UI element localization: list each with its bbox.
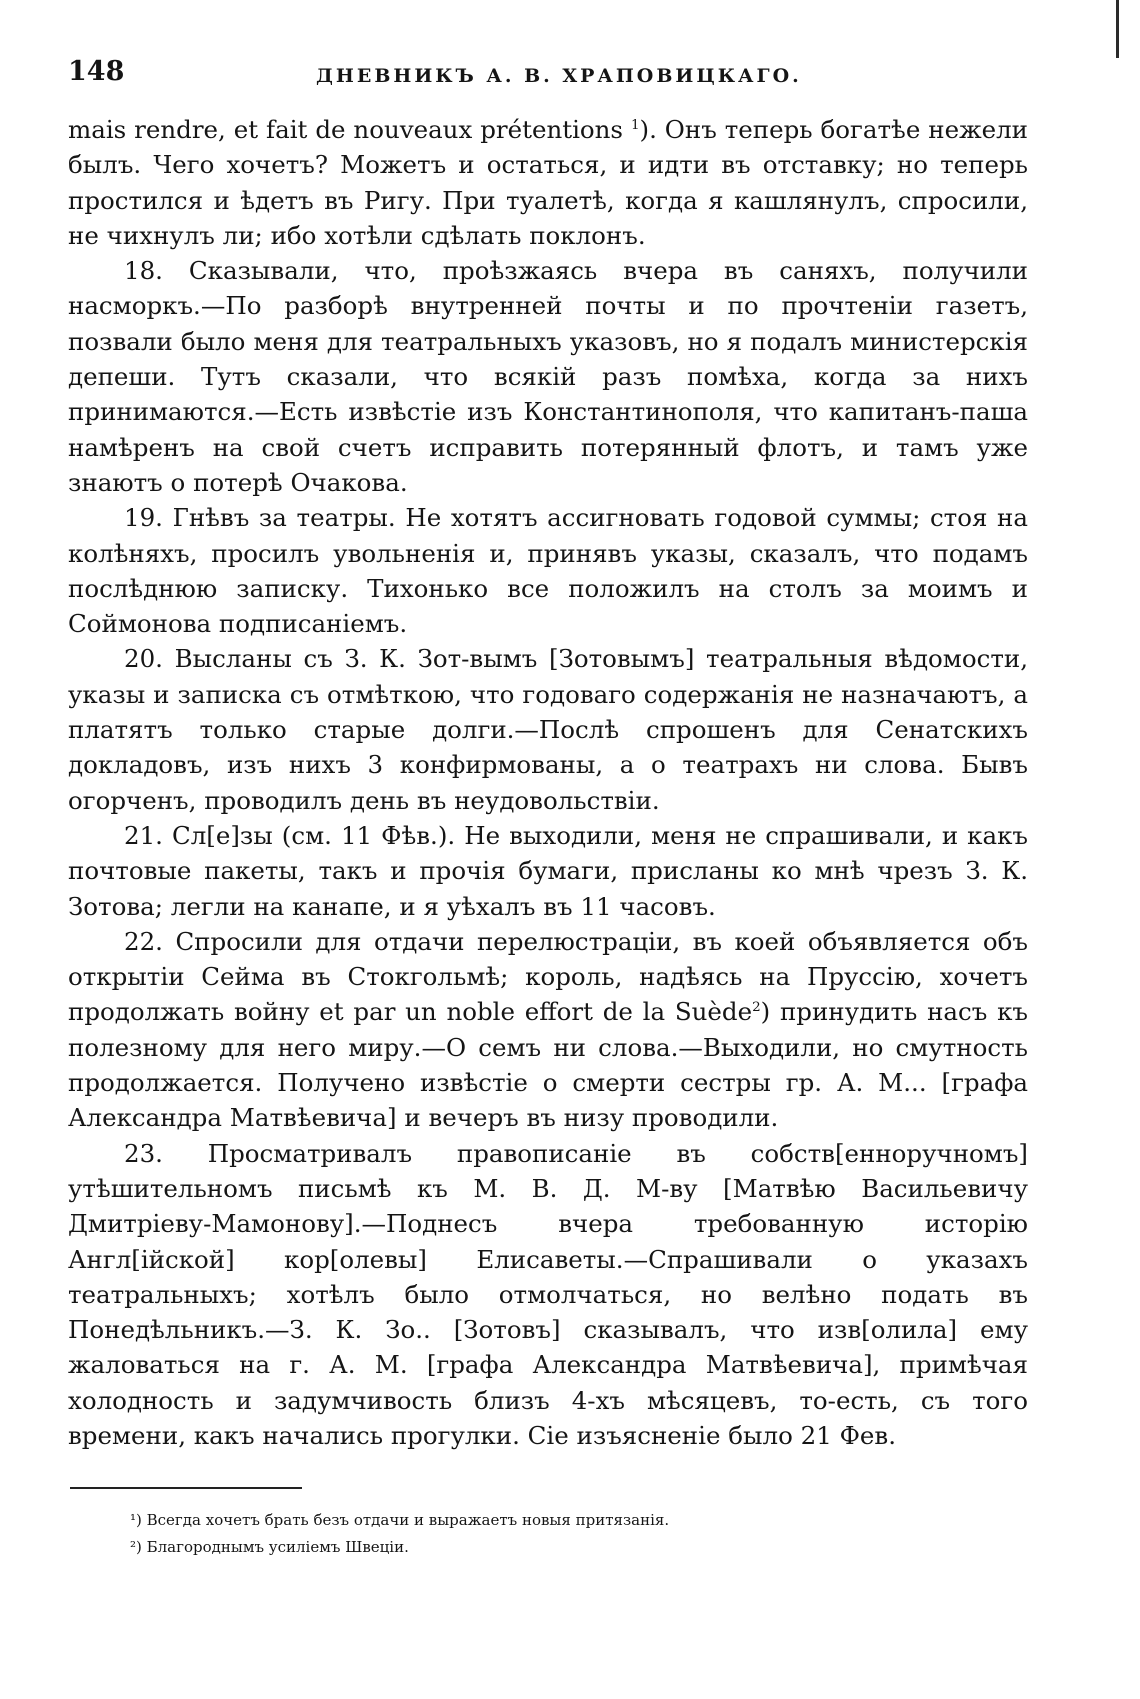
- diary-entry-20: 20. Высланы съ З. К. Зот-вымъ [Зотовымъ] театральныя вѣдомости, указы и записка съ отмѣткою, что годоваго содержанія не назначаютъ, а платятъ только старые долги.—Послѣ спрошенъ для Сенатскихъ докладовъ, изъ нихъ 3 конфирмованы, а о театрахъ ни слова. Бывъ огорченъ, проводилъ день въ неудовольствіи.: [68, 644, 1028, 815]
- diary-entry-21: 21. Сл[е]зы (см. 11 Фѣв.). Не выходили, меня не спрашивали, и какъ почтовые пакеты, такъ и прочія бумаги, присланы ко мнѣ чрезъ З. К. Зотова; легли на канапе, и я уѣхалъ въ 11 часовъ.: [68, 820, 1028, 921]
- diary-entry-18: 18. Сказывали, что, проѣзжаясь вчера въ саняхъ, получили насморкъ.—По разборѣ внутренней почты и по прочтеніи газетъ, позвали было меня для театральныхъ указовъ, но я подалъ министерскія депеши. Тутъ сказали, что всякій разъ помѣха, когда за нихъ принимаются.—Есть извѣстіе изъ Константинополя, что капитанъ-паша намѣренъ на свой счетъ исправить потерянный флотъ, и тамъ уже знаютъ о потерѣ Очакова.: [68, 256, 1028, 497]
- paragraph-text: 22. Спросили для отдачи перелюстраціи, въ коей объявляется объ открытіи Сейма въ Стокгольмѣ; король, надѣясь на Пруссію, хочетъ продолжать войну et par un noble effort de la Suède: [68, 926, 1028, 1027]
- paragraph-text: ) принудить насъ къ полезному для него миру.—О семъ ни слова.—Выходили, но смутность продолжается. Получено извѣстіе о смерти сестры гр. А. М... [графа Александра Матвѣевича] и вечеръ въ низу проводили.: [68, 997, 1028, 1133]
- footnote-separator: [70, 1487, 302, 1489]
- book-page: [68, 48, 1028, 1561]
- footnote-ref: 2: [752, 999, 761, 1016]
- paragraph-text: ). Онъ теперь богатѣе нежели былъ. Чего хочетъ? Можетъ и остаться, и идти въ отставку; но теперь простился и ѣдетъ въ Ригу. При туалетѣ, когда я кашлянулъ, спросили, не чихнулъ ли; ибо хотѣли сдѣлать поклонъ.: [68, 115, 1028, 250]
- paragraph-text: mais rendre, et fait de nouveaux prétentions: [68, 115, 631, 144]
- paragraph-continuation: [68, 112, 1028, 253]
- footnote-1: ¹) Всегда хочетъ брать безъ отдачи и выражаетъ новыя притязанія.: [130, 1511, 670, 1530]
- diary-entry-23: 23. Просматривалъ правописаніе въ собств[енноручномъ] утѣшительномъ письмѣ къ М. В. Д. М-ву [Матвѣю Васильевичу Дмитріеву-Мамонову].—Поднесъ вчера требованную исторію Англ[ійской] кор[олевы] Елисаветы.—Спрашивали о указахъ театральныхъ; хотѣлъ было отмолчаться, но велѣно подать въ Понедѣльникъ.—З. К. Зо.. [Зотовъ] сказывалъ, что изв[олила] ему жаловаться на г. А. М. [графа Александра Матвѣевича], примѣчая холодность и задумчивость близъ 4-хъ мѣсяцевъ, то-есть, съ того времени, какъ начались прогулки. Сіе изъясненіе было 21 Фев.: [68, 1138, 1028, 1450]
- running-title: ДНЕВНИКЪ А. В. ХРАПОВИЦКАГО.: [316, 65, 802, 87]
- scan-edge-line: [1116, 0, 1119, 58]
- diary-entry-22: [68, 924, 1028, 1136]
- footnote-ref: 1: [630, 116, 640, 133]
- diary-text: [68, 112, 1028, 1453]
- page-number: 148: [68, 56, 125, 87]
- running-header: [68, 48, 1028, 112]
- footnotes: [68, 1507, 1028, 1561]
- diary-entry-19: 19. Гнѣвъ за театры. Не хотятъ ассигновать годовой суммы; стоя на колѣняхъ, просилъ увольненія и, принявъ указы, сказалъ, что подамъ послѣднюю записку. Тихонько все положилъ на столъ за моимъ и Соймонова подписаніемъ.: [68, 503, 1028, 639]
- footnote-2: ²) Благороднымъ усиліемъ Швеціи.: [130, 1538, 409, 1557]
